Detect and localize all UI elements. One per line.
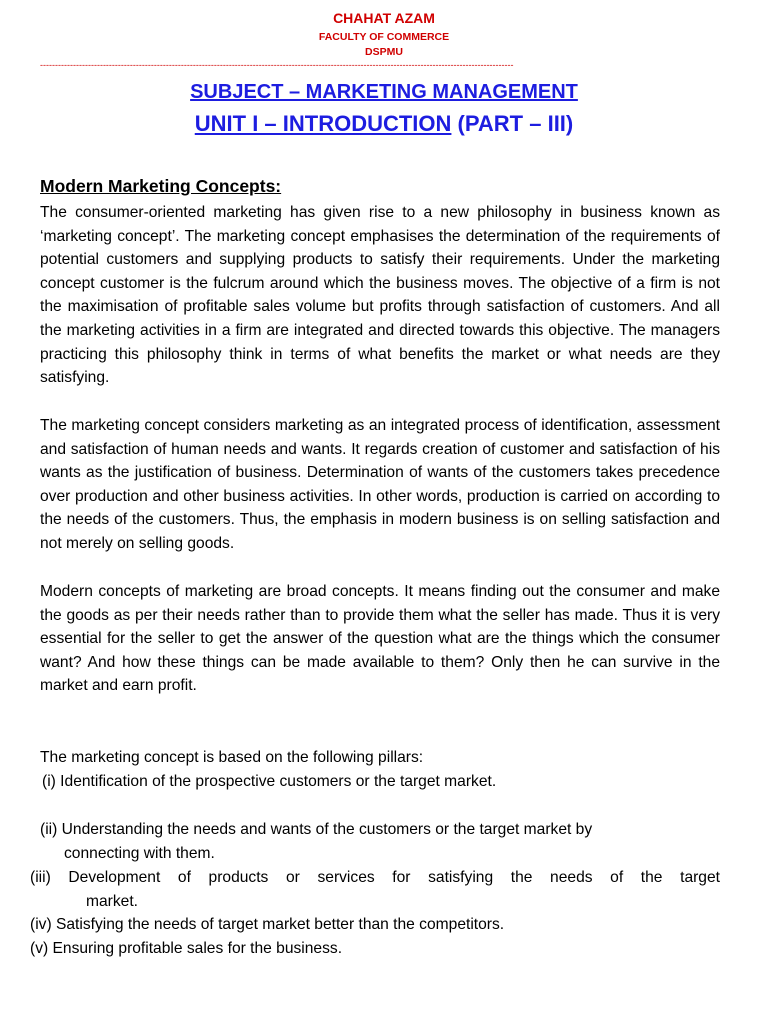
author-name: CHAHAT AZAM [333,10,435,26]
header-divider: -------------------------------------------------------------------------------------------------------------------------------------------------------------- [40,60,514,70]
unit-title [0,111,768,137]
section-heading: Modern Marketing Concepts: [40,176,282,196]
pillar-item: (iv) Satisfying the needs of target market better than the competitors. [30,916,505,933]
pillar-item: (v) Ensuring profitable sales for the business. [30,940,343,957]
pillar-item [30,866,720,913]
pillar-item-text: (ii) Understanding the needs and wants of the customers or the target market by [40,821,593,838]
pillars-intro: The marketing concept is based on the following pillars: [40,749,424,766]
subject-title: SUBJECT – MARKETING MANAGEMENT [190,81,578,103]
university-name: DSPMU [365,46,403,58]
paragraph-1: The consumer-oriented marketing has given rise to a new philosophy in business known as ‘marketing concept’. The marketing concept emphasises the determination of the requirements of potential customers and supplying products to satisfy their requirements. Under the marketing concept customer is the fulcrum around which the business moves. The objective of a firm is not the maximisation of profitable sales volume but profits through satisfaction of customers. And all the marketing activities in a firm are integrated and directed towards this objective. The managers practicing this philosophy think in terms of what benefits the market or what needs are they satisfying. [40,204,720,387]
paragraph-3: Modern concepts of marketing are broad concepts. It means finding out the consumer and make the goods as per their needs rather than to provide them what the seller has made. Thus it is very essential for the seller to get the answer of the question what are the things which the consumer want? And how these things can be made available to them? Only then he can survive in the market and earn profit. [40,583,720,695]
unit-title-main: UNIT I – INTRODUCTION [194,111,452,136]
unit-title-part: (PART – III) [451,111,574,136]
pillar-item: (i) Identification of the prospective customers or the target market. [42,773,497,790]
paragraph-2: The marketing concept considers marketing as an integrated process of identification, assessment and satisfaction of human needs and wants. It regards creation of customer and satisfaction of his wants as the justification of business. Determination of wants of the customers takes precedence over production and other business activities. In other words, production is carried on according to the needs of the customers. Thus, the emphasis in modern business is on selling satisfaction and not merely on selling goods. [40,417,720,552]
pillar-item-continued: market. [86,892,138,910]
pillar-item [40,818,720,865]
pillar-item-continued: connecting with them. [64,844,215,862]
faculty-name: FACULTY OF COMMERCE [318,31,450,43]
pillar-item-text: (iii) Development of products or services for satisfying the needs of the target [30,869,720,886]
